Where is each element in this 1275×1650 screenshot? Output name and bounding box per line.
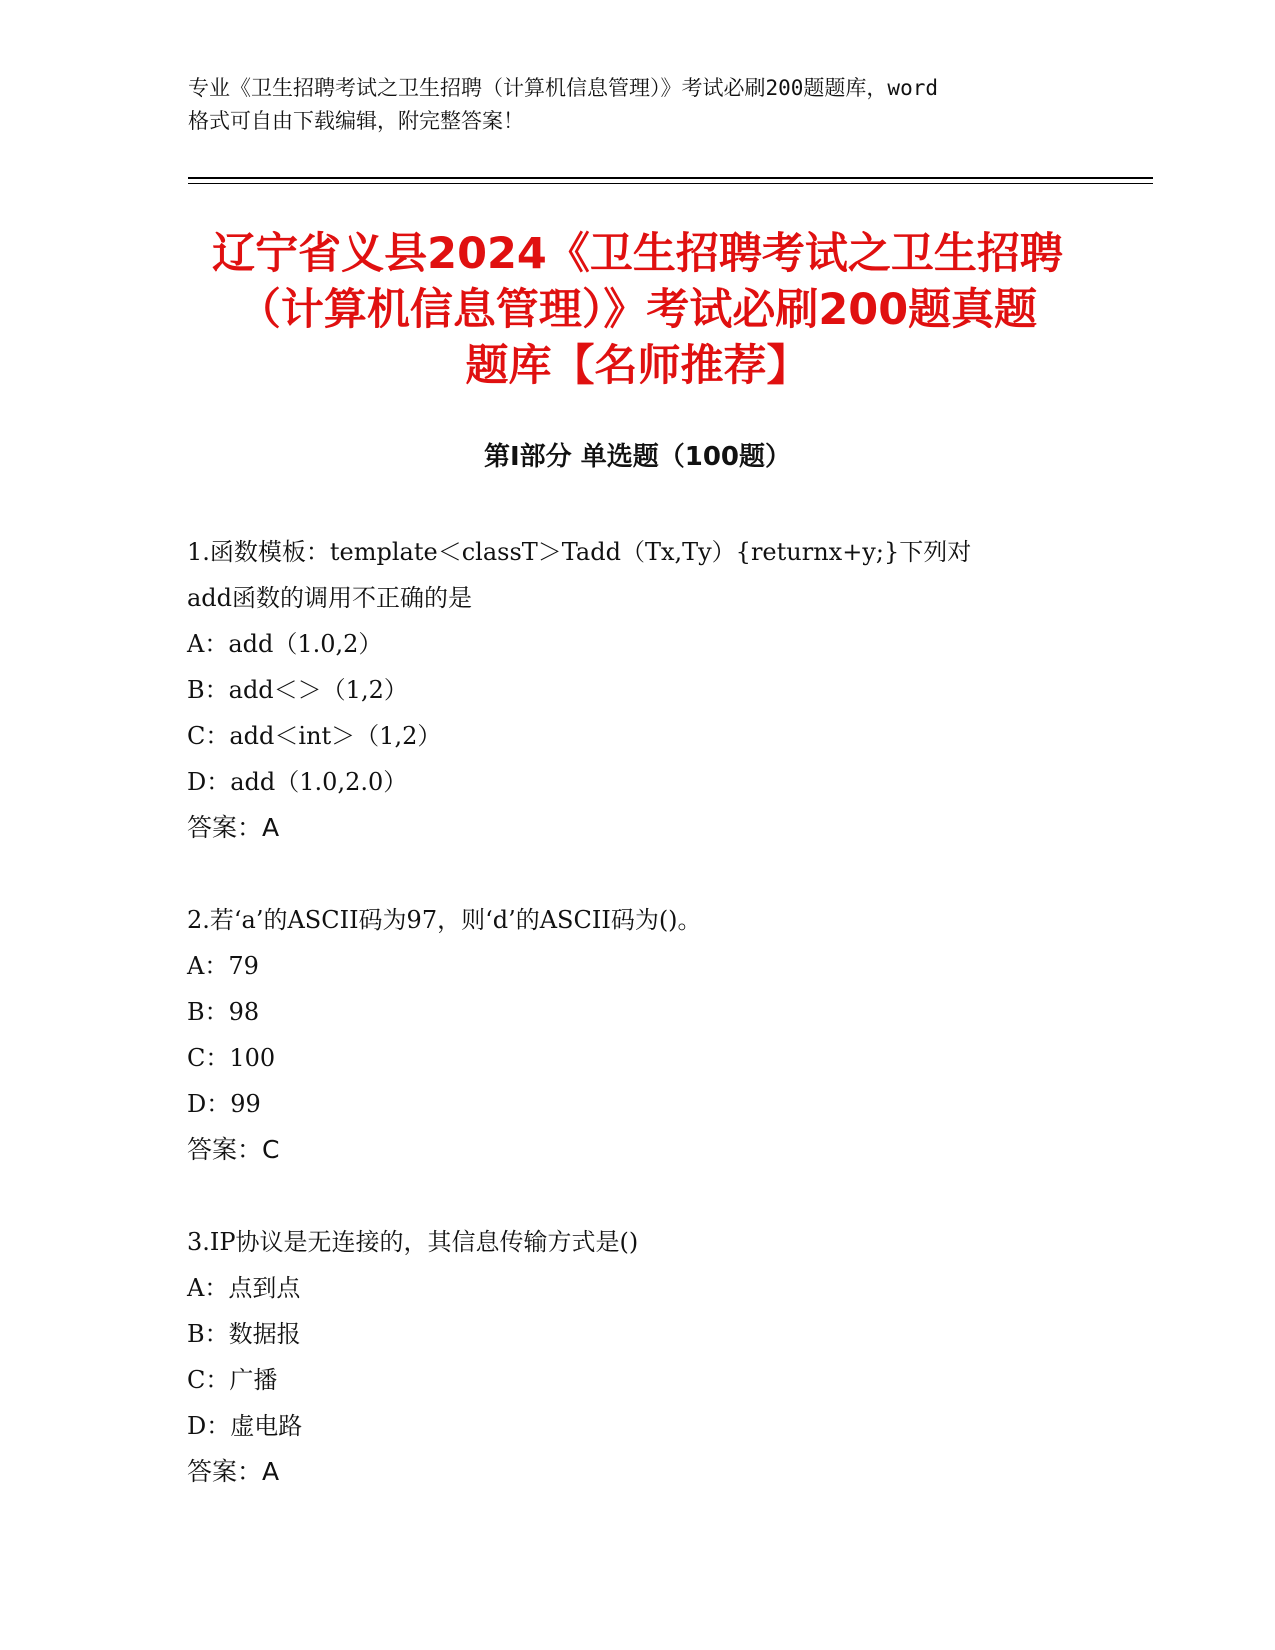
option-b: B：数据报 bbox=[187, 1320, 301, 1348]
document-title bbox=[150, 226, 1125, 394]
question-item bbox=[187, 529, 1087, 851]
option-a: A：79 bbox=[187, 952, 259, 980]
answer-label: 答案：A bbox=[187, 1457, 280, 1486]
header-line-1: 专业《卫生招聘考试之卫生招聘（计算机信息管理）》考试必刷200题题库，word bbox=[188, 76, 938, 100]
header-divider-thin bbox=[188, 183, 1153, 184]
question-list bbox=[187, 529, 1087, 1541]
header-line-2: 格式可自由下载编辑，附完整答案！ bbox=[188, 109, 524, 133]
question-item bbox=[187, 897, 1087, 1173]
option-d: D：add（1.0,2.0） bbox=[187, 768, 408, 796]
option-b: B：add＜＞（1,2） bbox=[187, 676, 408, 704]
title-line-3: 题库【名师推荐】 bbox=[465, 341, 810, 391]
header-divider-thick bbox=[188, 177, 1153, 179]
question-stem: 1.函数模板：template＜classT＞Tadd（Tx,Ty）{returnx+y;}下列对 bbox=[187, 538, 972, 566]
answer-label: 答案：A bbox=[187, 813, 280, 842]
option-a: A：add（1.0,2） bbox=[187, 630, 383, 658]
section-title: 第Ⅰ部分 单选题（100题） bbox=[484, 442, 791, 472]
option-c: C：add＜int＞（1,2） bbox=[187, 722, 442, 750]
question-stem: 2.若‘a’的ASCII码为97，则‘d’的ASCII码为()。 bbox=[187, 906, 702, 934]
option-d: D：虚电路 bbox=[187, 1412, 303, 1440]
title-line-1: 辽宁省义县2024《卫生招聘考试之卫生招聘 bbox=[212, 229, 1063, 279]
answer-label: 答案：C bbox=[187, 1135, 280, 1164]
option-b: B：98 bbox=[187, 998, 260, 1026]
document-header bbox=[188, 72, 1088, 138]
option-c: C：100 bbox=[187, 1044, 276, 1072]
option-a: A：点到点 bbox=[187, 1274, 301, 1302]
option-c: C：广播 bbox=[187, 1366, 278, 1394]
question-stem-continued: add函数的调用不正确的是 bbox=[187, 584, 473, 612]
option-d: D：99 bbox=[187, 1090, 261, 1118]
question-stem: 3.IP协议是无连接的，其信息传输方式是() bbox=[187, 1228, 639, 1256]
question-item bbox=[187, 1219, 1087, 1495]
title-line-2: （计算机信息管理）》考试必刷200题真题 bbox=[237, 285, 1038, 335]
